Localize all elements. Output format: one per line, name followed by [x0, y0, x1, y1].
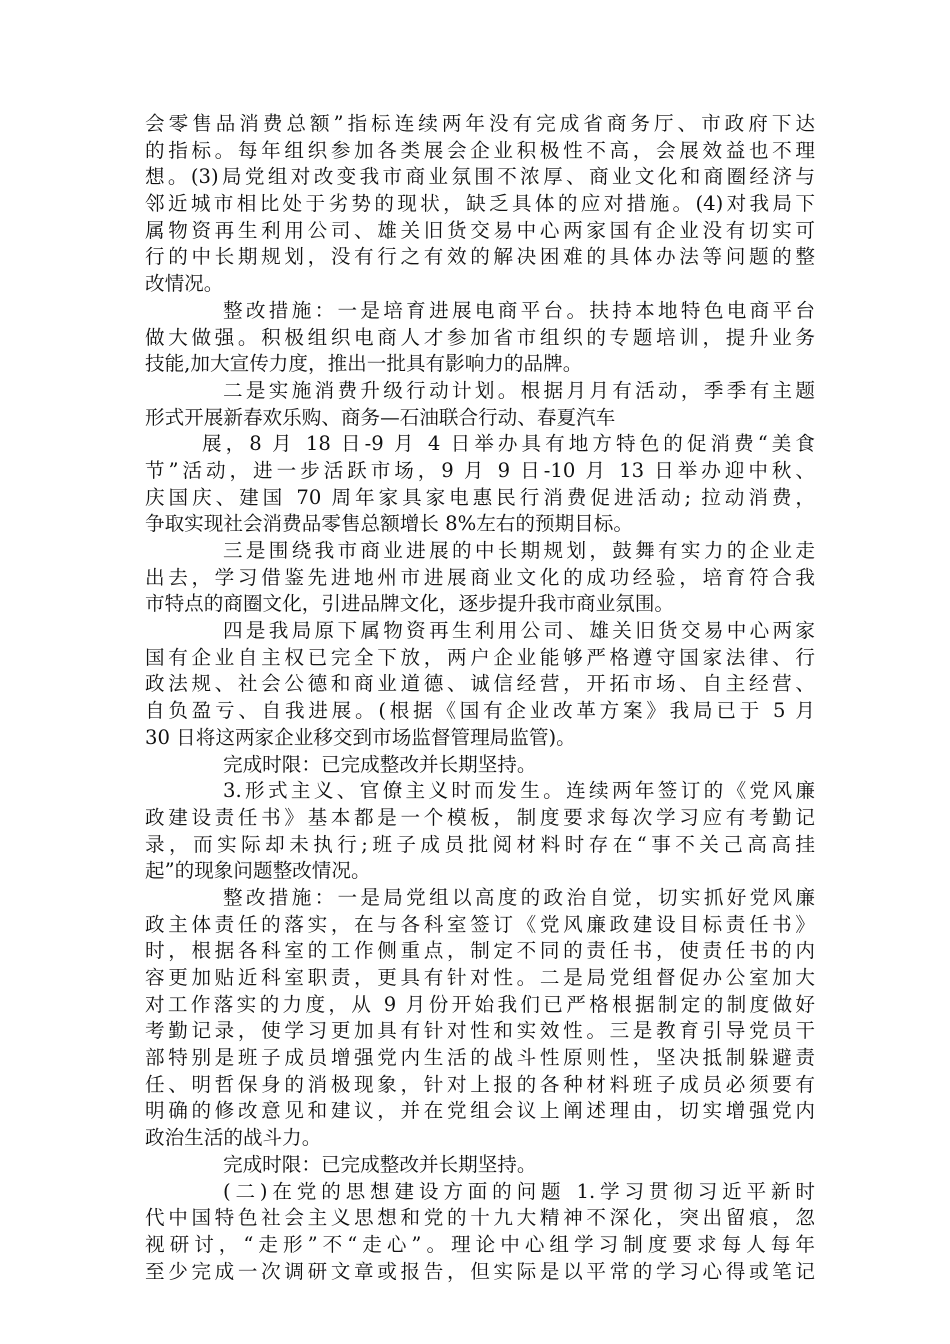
text-line: 容更加贴近科室职责，更具有针对性。二是局党组督促办公室加大 [145, 966, 815, 989]
text-line: 技能,加大宣传力度，推出一批具有影响力的品牌。 [145, 352, 583, 376]
text-line: 邻近城市相比处于劣势的现状，缺乏具体的应对措施。(4)对我局下 [145, 192, 815, 216]
text-line: 属物资再生利用公司、雄关旧货交易中心两家国有企业没有切实可 [145, 218, 815, 242]
text-line: 考勤记录，使学习更加具有针对性和实效性。三是教育引导党员干 [145, 1019, 815, 1043]
text-line: 30 日将这两家企业移交到市场监督管理局监管)。 [145, 725, 576, 749]
text-line: 至少完成一次调研文章或报告，但实际是以平常的学习心得或笔记 [145, 1259, 815, 1283]
text-line: 四是我局原下属物资再生利用公司、雄关旧货交易中心两家 [223, 619, 815, 643]
text-line: (二)在党的思想建设方面的问题 1.学习贯彻习近平新时 [223, 1179, 815, 1203]
text-line: 二是实施消费升级行动计划。根据月月有活动，季季有主题 [223, 378, 815, 402]
text-line: 改情况。 [145, 272, 224, 296]
text-line: 节”活动，进一步活跃市场，9 月 9 日-10 月 13 日举办迎中秋、 [145, 458, 815, 482]
text-line: 想。(3)局党组对改变我市商业氛围不浓厚、商业文化和商圈经济与 [145, 165, 815, 189]
text-line: 自负盈亏、自我进展。(根据《国有企业改革方案》我局已于 5 月 [145, 699, 815, 723]
text-line: 明确的修改意见和建议，并在党组会议上阐述理由，切实增强党内 [145, 1099, 815, 1123]
text-line: 政治生活的战斗力。 [145, 1126, 322, 1150]
text-line: 完成时限：已完成整改并长期坚持。 [223, 752, 537, 776]
text-line: 对工作落实的力度，从 9 月份开始我们已严格根据制定的制度做好 [145, 992, 815, 1016]
text-line: 三是围绕我市商业进展的中长期规划，鼓舞有实力的企业走 [223, 539, 815, 562]
text-line: 整改措施：一是局党组以高度的政治自觉，切实抓好党风廉 [223, 885, 815, 909]
text-line: 3.形式主义、官僚主义时而发生。连续两年签订的《党风廉 [223, 779, 815, 803]
text-line: 会零售品消费总额”指标连续两年没有完成省商务厅、市政府下达 [145, 112, 815, 135]
text-line: 的指标。每年组织参加各类展会企业积极性不高，会展效益也不理 [145, 138, 815, 162]
text-line: 做大做强。积极组织电商人才参加省市组织的专题培训，提升业务 [145, 325, 815, 349]
text-line: 代中国特色社会主义思想和党的十九大精神不深化，突出留痕，忽 [145, 1206, 815, 1230]
text-line: 庆国庆、建国 70 周年家具家电惠民行消费促进活动; 拉动消费， [145, 485, 815, 509]
text-line: 国有企业自主权已完全下放，两户企业能够严格遵守国家法律、行 [145, 645, 815, 669]
text-line: 形式开展新春欢乐购、商务—石油联合行动、春夏汽车 [145, 405, 616, 429]
document-page [145, 111, 815, 1285]
text-line: 录，而实际却未执行;班子成员批阅材料时存在“事不关己高高挂 [145, 832, 815, 856]
text-line: 完成时限：已完成整改并长期坚持。 [223, 1152, 537, 1176]
text-line: 行的中长期规划，没有行之有效的解决困难的具体办法等问题的整 [145, 245, 815, 269]
text-line: 市特点的商圈文化，引进品牌文化，逐步提升我市商业氛围。 [145, 592, 675, 616]
text-line: 政法规、社会公德和商业道德、诚信经营，开拓市场、自主经营、 [145, 672, 815, 696]
text-line: 起”的现象问题整改情况。 [145, 859, 371, 883]
text-line: 时，根据各科室的工作侧重点，制定不同的责任书，使责任书的内 [145, 939, 815, 963]
text-line: 任、明哲保身的消极现象，针对上报的各种材料班子成员必须要有 [145, 1072, 815, 1096]
text-line: 部特别是班子成员增强党内生活的战斗性原则性，坚决抵制躲避责 [145, 1046, 815, 1070]
text-line: 整改措施：一是培育进展电商平台。扶持本地特色电商平台 [223, 298, 815, 322]
text-line: 争取实现社会消费品零售总额增长 8%左右的预期目标。 [145, 512, 633, 536]
text-line: 展，8 月 18 日-9 月 4 日举办具有地方特色的促消费“美食 [202, 432, 815, 456]
text-line: 出去，学习借鉴先进地州市进展商业文化的成功经验，培育符合我 [145, 565, 815, 589]
text-line: 视研讨，“走形”不“走心”。理论中心组学习制度要求每人每年 [145, 1232, 815, 1256]
text-line: 政建设责任书》基本都是一个模板，制度要求每次学习应有考勤记 [145, 805, 815, 829]
text-line: 政主体责任的落实，在与各科室签订《党风廉政建设目标责任书》 [145, 912, 815, 936]
